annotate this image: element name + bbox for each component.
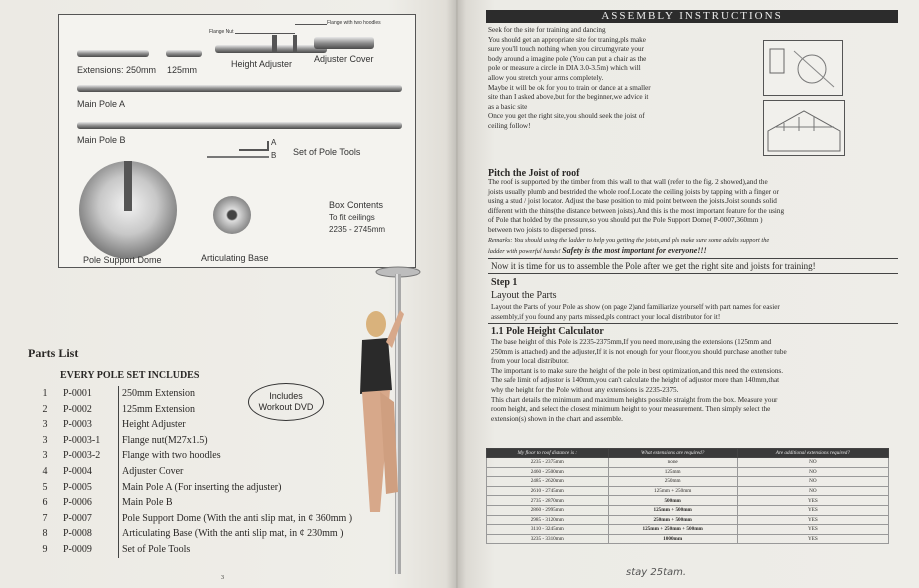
parts-list-row [30,433,410,449]
table-cell: YES [737,534,888,544]
table-cell: 500mm [608,496,737,506]
pole-support-dome-label: Pole Support Dome [83,255,162,265]
calculator-section [491,338,916,424]
part-code: P-0004 [60,464,119,480]
part-desc: Flange nut(M27x1.5) [122,434,208,446]
divider-1 [488,258,898,259]
layout-section [491,303,911,322]
right-page [458,0,919,588]
table-cell: YES [737,505,888,515]
parts-list-row [30,511,410,527]
table-cell: 3235 - 3310mm [487,534,609,544]
part-code: P-0007 [60,511,119,527]
table-row [487,505,889,515]
calculator-text-line: 250mm is attached) and the adjuster,If it is not enough for your floor,you should purchase another tube [491,347,787,356]
parts-list-row [30,464,410,480]
part-desc: Flange with two hoodles [122,450,221,462]
tool-a-bar [239,149,269,151]
table-cell: 250mm + 500mm [608,515,737,525]
joist-text-line: using a stud / joist locator. Adjust the base position to mid point between the joists.Joist sounds solid [488,197,777,206]
table-header-cell: What extensions are required? [608,449,737,458]
part-desc: Adjuster Cover [122,465,184,477]
site-text-line: pole or measure a circle in DIA 3.0-3.5m) which will [488,64,641,73]
site-text-line: site than I asked above,but for the beginner,we advice it [488,93,649,102]
calculator-text-line: from your local distributor. [491,357,569,366]
divider-2 [488,273,898,274]
assembly-instructions-banner: ASSEMBLY INSTRUCTIONS [486,10,898,23]
extension-125-label: 125mm [167,65,198,75]
table-cell: 125mm [608,467,737,477]
part-qty: 9 [42,543,48,555]
table-header-cell: Are additional extensions required? [737,449,888,458]
table-row [487,458,889,468]
dvd-line-1: Includes [269,391,303,401]
tool-a-hook [267,141,269,150]
table-row [487,496,889,506]
table-cell: NO [737,486,888,496]
table-cell: 3110 - 3245mm [487,525,609,535]
fit-range-label: 2235 - 2745mm [329,225,386,234]
table-row [487,525,889,535]
part-qty: 5 [42,481,48,493]
parts-list-row [30,542,410,558]
table-row [487,486,889,496]
site-text-line: as a basic site [488,102,528,111]
flange-nut-part [272,35,277,53]
part-qty: 2 [42,403,48,415]
table-header-cell: My floor to roof distance is : [487,449,609,458]
parts-list-table [30,386,410,558]
table-cell: 250mm [608,477,737,487]
pole-support-dome-image [79,161,177,259]
joist-title: Pitch the Joist of roof [488,168,580,179]
site-text-line: body around a imagine pole (You can put a chair as the [488,54,647,63]
table-cell: 2460 - 2500mm [487,467,609,477]
part-desc: Height Adjuster [122,419,186,431]
layout-parts-title: Layout the Parts [491,290,557,301]
flange-hoodles-part [293,35,297,53]
calculator-text-line: This chart details the minimum and maximum heights possible straight from the box. Measure your [491,395,778,404]
main-pole-a-rod [77,85,402,92]
part-code: P-0009 [60,542,119,558]
part-code: P-0006 [60,495,119,511]
step-1-title: Step 1 [491,277,518,288]
adjuster-cover-label: Adjuster Cover [314,54,374,64]
remarks-line-1: Remarks: You should using the ladder to help you getting the joists,and pls make sure some adults support the [488,237,770,244]
site-text-line: Once you get the right site,you should seek the joist of [488,112,645,121]
parts-list-row [30,480,410,496]
now-assemble-line: Now it is time for us to assemble the Pole after we get the right site and joists for training! [491,261,816,271]
height-adjuster-rod [215,45,327,53]
part-code: P-0003-2 [60,448,119,464]
part-desc: Articulating Base (With the anti slip mat, in ¢ 230mm ) [122,528,344,540]
joist-text-line: between two joists to dispersed press. [488,225,597,234]
site-text-line: allow you stretch your arms completely. [488,73,604,82]
handwritten-note: stay 25tam. [626,567,687,578]
calculator-text-line: The safe limit of adjustor is 140mm,you can't calculate the height of adjustor more than 140mm,that [491,376,780,385]
remarks-line-2: ladder with powerful hands! [488,248,561,255]
part-qty: 3 [42,419,48,431]
safety-note: Safety is the most important for everyone!!! [562,246,707,255]
parts-diagram-box [58,14,416,268]
parts-list-row [30,448,410,464]
parts-list-row [30,402,410,418]
parts-list-row [30,495,410,511]
part-code: P-0001 [60,386,119,402]
joist-section [488,178,913,236]
articulating-base-image [213,196,251,234]
table-row [487,534,889,544]
part-desc: Main Pole A (For inserting the adjuster) [122,481,282,493]
height-adjuster-label: Height Adjuster [231,59,293,69]
table-cell: YES [737,525,888,535]
part-code: P-0008 [60,526,119,542]
site-text-line: Seek for the site for training and dancing [488,26,606,34]
page-number: 3 [221,575,224,581]
main-pole-b-label: Main Pole B [77,135,126,145]
fit-ceilings-label: To fit ceilings [329,213,375,222]
table-cell: YES [737,515,888,525]
calculator-text-line: extension(s) shown in the chart and assemble. [491,414,623,423]
parts-list-row [30,417,410,433]
joist-text-line: joists usually plumb and bestrided the whole roof.Locate the ceiling joists by tapping with a finger or [488,187,779,196]
calculator-text-line: why the height for the Pole without any extensions is 2235-2375. [491,385,679,394]
height-calculator-title: 1.1 Pole Height Calculator [491,326,604,337]
dvd-line-2: Workout DVD [258,402,314,412]
pole-tools-label: Set of Pole Tools [293,147,361,157]
table-cell: 1000mm [608,534,737,544]
table-cell: 2860 - 2995mm [487,505,609,515]
parts-list-title: Parts List [28,346,79,360]
part-qty: 7 [42,512,48,524]
table-cell: NO [737,477,888,487]
main-pole-b-rod [77,122,402,129]
tool-a-label: A [271,138,277,147]
box-contents-label: Box Contents [329,200,384,210]
articulating-base-label: Articulating Base [201,253,269,263]
site-text-line: Maybe it will be ok for you to train or dance at a smaller [488,83,651,92]
parts-list-row [30,386,410,402]
extension-250-rod [77,50,149,57]
table-cell: NO [737,458,888,468]
table-cell: 125mm + 250mm + 500mm [608,525,737,535]
main-pole-a-label: Main Pole A [77,99,126,109]
flange-hoodles-leader [295,24,327,25]
table-row [487,477,889,487]
site-text-line: ceiling follow! [488,121,531,130]
tool-b-bar [207,156,269,158]
table-row [487,515,889,525]
flange-hoodles-label: Flange with two hoodles [327,20,381,26]
divider-3 [488,323,898,324]
part-qty: 3 [42,434,48,446]
table-cell: NO [737,467,888,477]
part-desc: Pole Support Dome (With the anti slip mat, in ¢ 360mm ) [122,512,353,524]
joist-text-line: The roof is supported by the timber from this wall to that wall (refer to the fig. 2 showed),and the [488,178,768,186]
extensions-label: Extensions: 250mm [77,65,157,75]
table-row [487,467,889,477]
part-qty: 1 [42,388,48,399]
table-cell: none [608,458,737,468]
part-desc: Set of Pole Tools [122,543,191,555]
site-text-line: sure you'll touch nothing when you circumgyrate your [488,45,644,54]
table-cell: 125mm + 250mm [608,486,737,496]
joist-sketch-figure [763,100,845,156]
part-desc: 125mm Extension [122,403,196,415]
part-qty: 3 [42,450,48,462]
site-text-line: You should get an appropriate site for traning,pls make [488,35,646,44]
calculator-text-line: room height, and select the closest minimum height to your measurement. Then simply select the [491,405,771,414]
extension-125-rod [166,50,202,57]
part-desc: Main Pole B [122,497,173,509]
parts-list-row [30,526,410,542]
site-sketch-figure [763,40,843,96]
part-code: P-0005 [60,480,119,496]
book-fold [446,0,466,588]
part-code: P-0003 [60,417,119,433]
extension-chart-table [486,448,889,544]
table-cell: 2235 - 2375mm [487,458,609,468]
remarks-line-2-wrap [488,246,913,257]
tool-b-label: B [271,151,277,160]
part-desc: 250mm Extension [122,388,196,399]
left-page [0,0,456,588]
flange-nut-label: Flange Nut [209,29,234,35]
part-code: P-0002 [60,402,119,418]
table-cell: YES [737,496,888,506]
part-qty: 4 [42,465,48,477]
table-cell: 2485 - 2620mm [487,477,609,487]
part-qty: 6 [42,497,48,509]
table-cell: 125mm + 500mm [608,505,737,515]
calculator-text-line: The base height of this Pole is 2235-2375mm,If you need more,using the extensions (125mm and [491,338,772,346]
site-section [488,26,778,132]
flange-nut-leader [235,33,295,34]
every-pole-set-heading: EVERY POLE SET INCLUDES [60,370,200,381]
table-cell: 2985 - 3120mm [487,515,609,525]
adjuster-cover-part [314,37,374,49]
layout-text-line: Layout the Parts of your Pole as show (on page 2)and familiarize yourself with part names for easier [491,303,780,311]
part-qty: 8 [42,528,48,540]
calculator-text-line: The important is to make sure the height of the pole in best optimization,and this need the extensions. [491,366,784,375]
part-code: P-0003-1 [60,433,119,449]
table-cell: 2735 - 2870mm [487,496,609,506]
joist-text-line: different with the thins(the distance between joists).And this is the most important feature for the using [488,206,785,215]
layout-text-line: assembly,if you found any parts missed,pls contract your local distributor for it! [491,312,721,321]
table-cell: 2610 - 2745mm [487,486,609,496]
joist-text-line: of Pole that holded by the pressure,so you should put the Pole Support Dome( P-0007,360mm ) [488,216,763,225]
